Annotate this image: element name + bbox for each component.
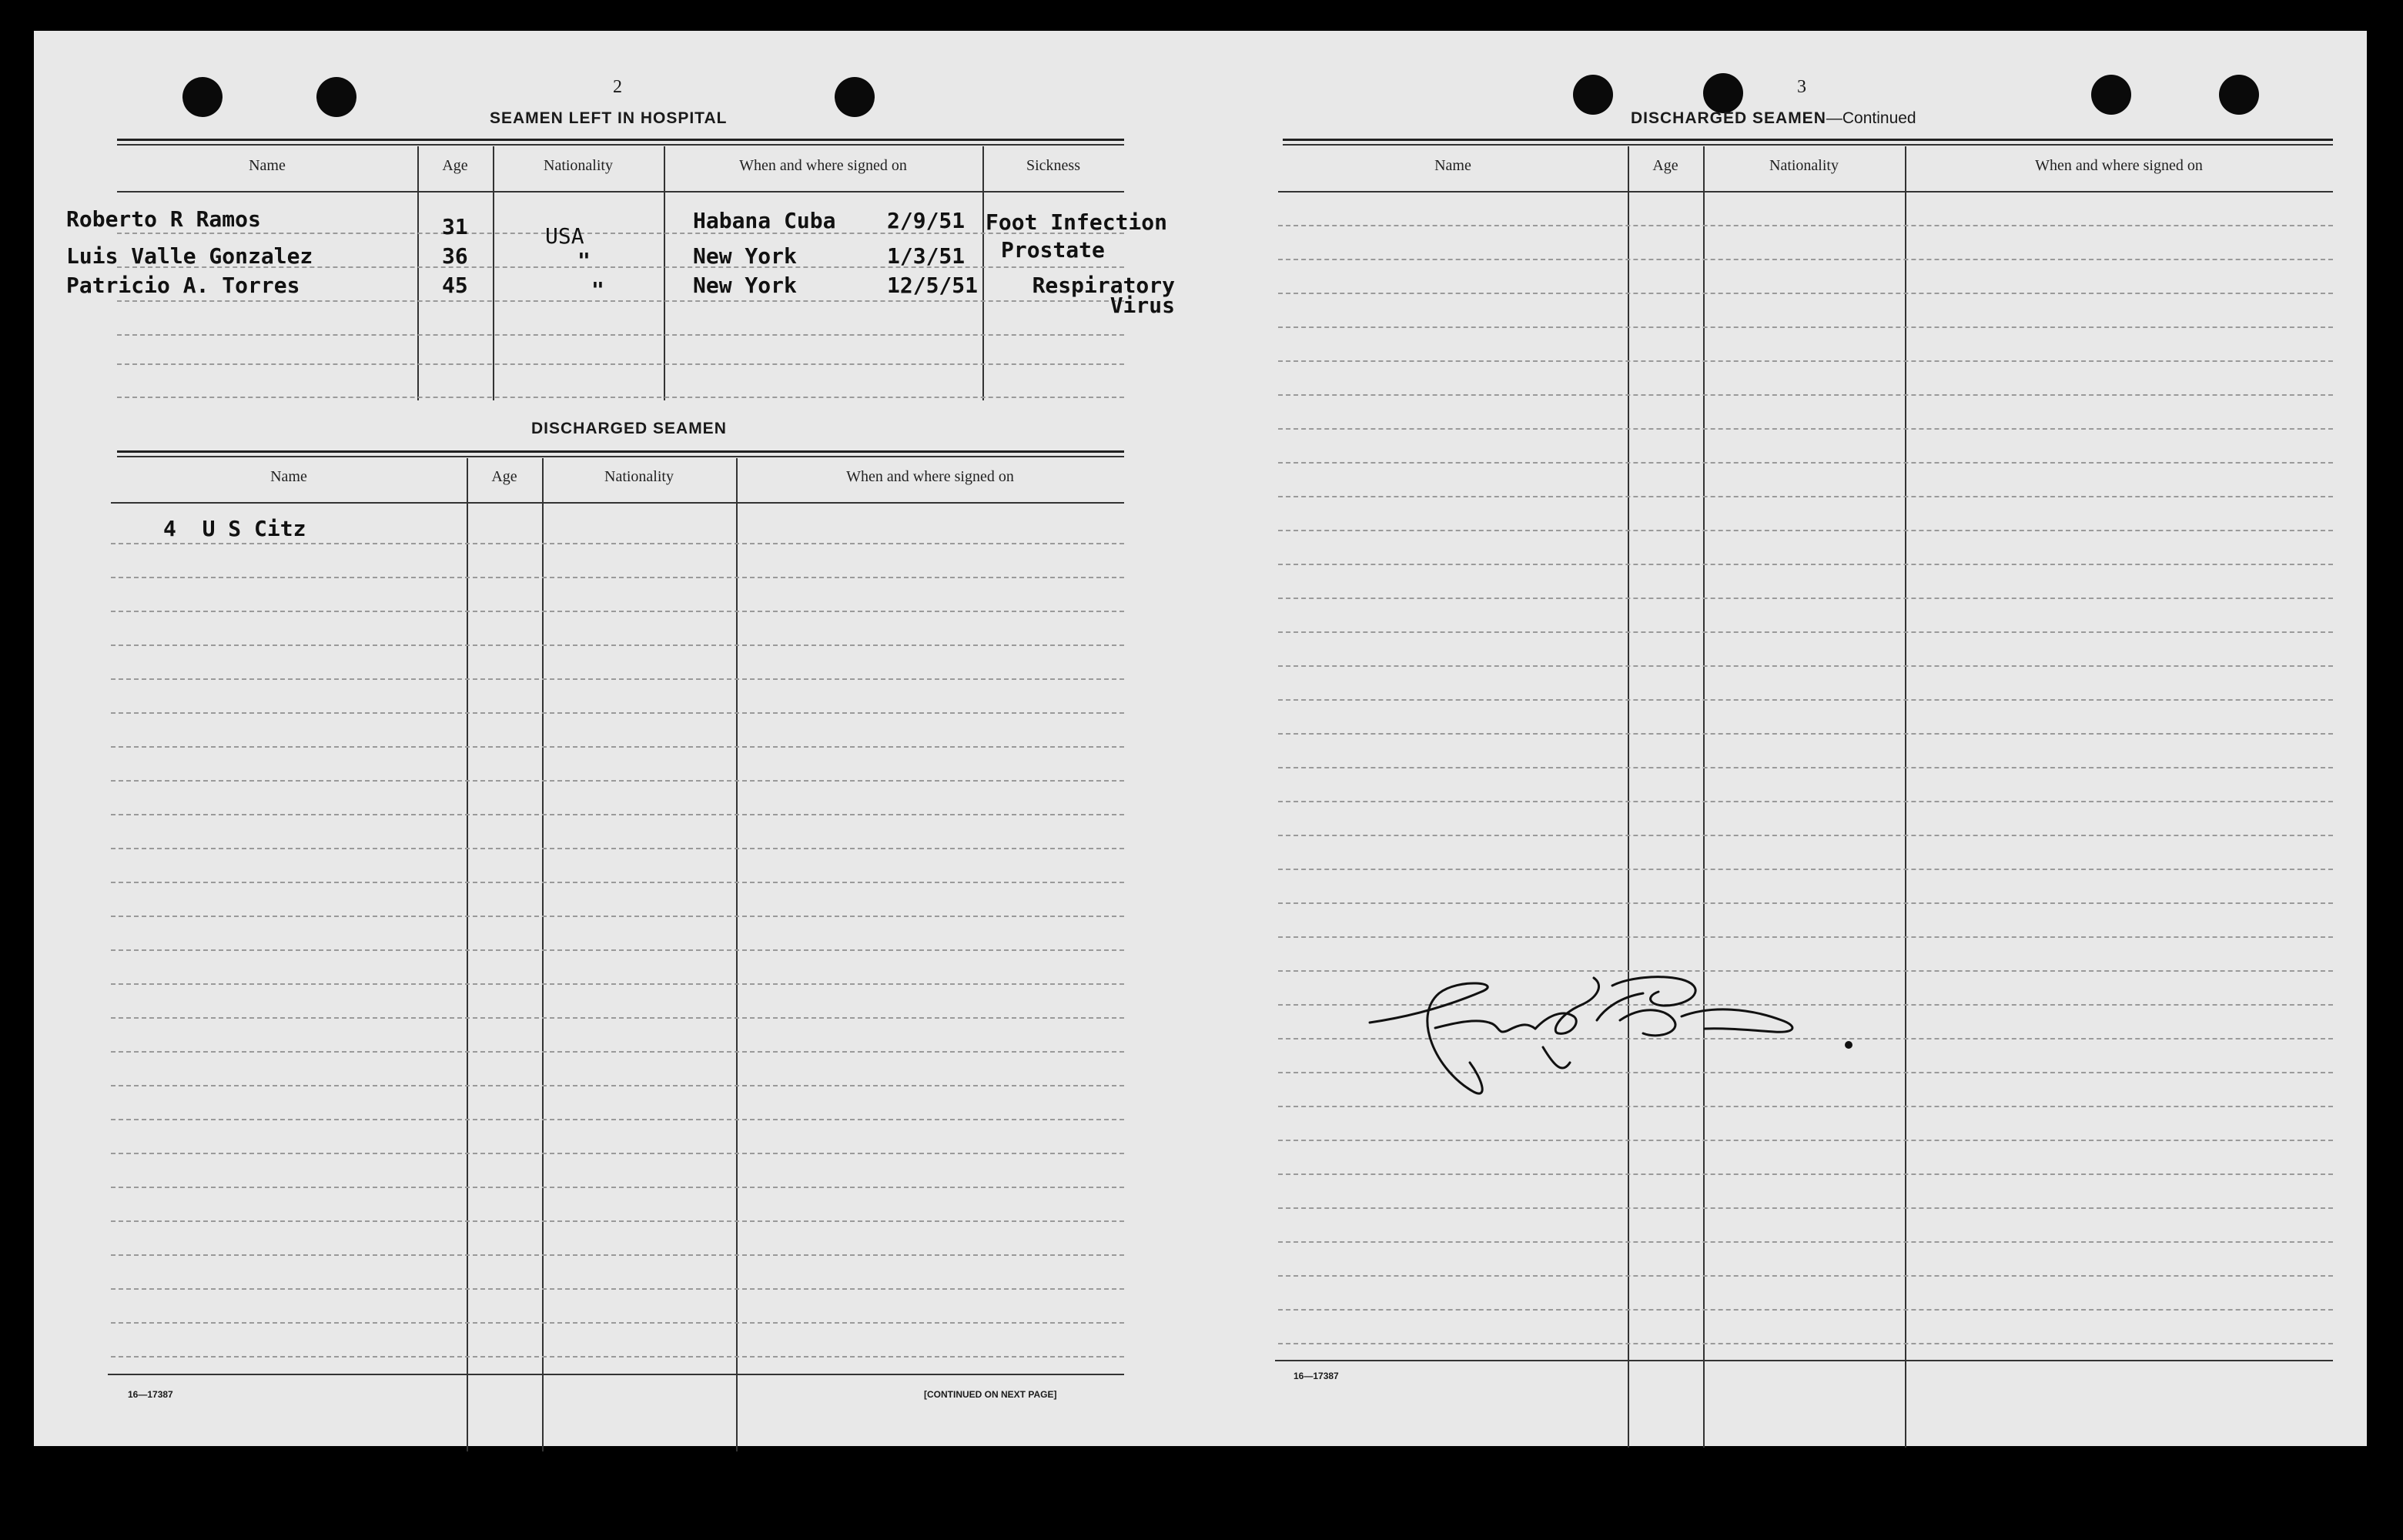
row-rule (111, 882, 1124, 883)
row-rule (111, 1085, 1124, 1086)
row-rule (1278, 598, 2333, 599)
row-rule (1278, 496, 2333, 497)
col-divider (736, 458, 738, 1451)
row-rule (1278, 733, 2333, 735)
row-rule (1278, 326, 2333, 328)
right-col-signed-on: When and where signed on (2035, 157, 2203, 174)
discharged-bottom-rule (108, 1374, 1124, 1375)
row-rule (111, 644, 1124, 646)
hospital-row-1-name: Roberto R Ramos (66, 206, 261, 232)
row-rule (111, 1254, 1124, 1256)
hospital-row-3-sickness: Respiratory Virus (1032, 273, 1175, 318)
row-rule (111, 1051, 1124, 1053)
row-rule (111, 983, 1124, 985)
row-rule (111, 611, 1124, 612)
hospital-row-1-date: 2/9/51 (887, 208, 966, 233)
continued-note: [CONTINUED ON NEXT PAGE] (924, 1389, 1057, 1400)
hospital-section-title: SEAMEN LEFT IN HOSPITAL (490, 109, 728, 127)
row-rule (111, 1356, 1124, 1358)
row-rule (1278, 394, 2333, 396)
col-divider (1905, 146, 1906, 1448)
row-rule (111, 543, 1124, 544)
row-rule (1278, 1343, 2333, 1344)
punch-hole-icon (2219, 75, 2259, 115)
row-rule (111, 916, 1124, 917)
row-rule (1278, 1241, 2333, 1243)
punch-hole-icon (835, 77, 875, 117)
row-rule (1278, 767, 2333, 768)
row-rule (1278, 869, 2333, 870)
continued-suffix: —Continued (1826, 109, 1916, 127)
row-rule (1278, 1173, 2333, 1175)
row-rule (1278, 1140, 2333, 1141)
row-rule (1278, 462, 2333, 464)
hospital-row-2-name: Luis Valle Gonzalez (66, 243, 313, 269)
hospital-col-nationality: Nationality (544, 157, 613, 174)
row-rule (1278, 225, 2333, 226)
row-rule (1278, 1309, 2333, 1311)
discharged-continued-title (1631, 109, 1916, 128)
col-divider (467, 458, 468, 1451)
hospital-row-2-age: 36 (442, 243, 468, 269)
row-rule (117, 334, 1124, 336)
discharged-col-name: Name (270, 468, 307, 485)
discharged-col-age: Age (491, 468, 517, 485)
row-rule (1278, 293, 2333, 294)
hospital-row-1-nationality: USA (545, 223, 584, 249)
col-divider (1628, 146, 1629, 1448)
hospital-row-2-date: 1/3/51 (887, 243, 966, 269)
row-rule (111, 1187, 1124, 1188)
row-rule (117, 300, 1124, 302)
row-rule (111, 814, 1124, 815)
row-rule (111, 1153, 1124, 1154)
discharged-entry: 4 U S Citz (163, 516, 306, 541)
discharged-continued-title-text: DISCHARGED SEAMEN (1631, 109, 1826, 127)
right-header-rule (1278, 191, 2333, 192)
row-rule (1278, 1275, 2333, 1277)
col-divider (493, 146, 494, 400)
handwritten-signature-icon (1366, 932, 1889, 1116)
punch-hole-icon (316, 77, 356, 117)
hospital-header-rule (117, 191, 1124, 192)
row-rule (111, 678, 1124, 680)
hospital-col-sickness: Sickness (1026, 157, 1080, 174)
row-rule (1278, 530, 2333, 531)
row-rule (1278, 259, 2333, 260)
form-number-left: 16—17387 (128, 1389, 173, 1400)
row-rule (1278, 699, 2333, 701)
hospital-table-top-rule (117, 139, 1124, 141)
page-number-left: 2 (613, 77, 622, 97)
right-col-name: Name (1434, 157, 1471, 174)
punch-hole-icon (182, 77, 223, 117)
punch-hole-icon (2091, 75, 2131, 115)
discharged-col-nationality: Nationality (604, 468, 674, 485)
document-sheet (34, 31, 2367, 1446)
row-rule (1278, 665, 2333, 667)
hospital-row-3-age: 45 (442, 273, 468, 298)
row-rule (111, 577, 1124, 578)
col-divider (664, 146, 665, 400)
hospital-row-3-name: Patricio A. Torres (66, 273, 300, 298)
discharged-col-signed-on: When and where signed on (846, 468, 1014, 485)
row-rule (1278, 1207, 2333, 1209)
row-rule (111, 949, 1124, 951)
row-rule (1278, 564, 2333, 565)
punch-hole-icon (1573, 75, 1613, 115)
row-rule (111, 780, 1124, 782)
row-rule (111, 1288, 1124, 1290)
hospital-row-2-sickness: Prostate (1001, 237, 1105, 263)
right-col-age: Age (1652, 157, 1678, 174)
hospital-col-age: Age (442, 157, 468, 174)
row-rule (111, 1220, 1124, 1222)
row-rule (1278, 631, 2333, 633)
right-table-top-rule (1283, 139, 2333, 141)
row-rule (111, 1017, 1124, 1019)
row-rule (1278, 801, 2333, 802)
punch-hole-icon (1703, 73, 1743, 113)
hospital-row-2-place: New York (693, 243, 797, 269)
hospital-row-3-date: 12/5/51 (887, 273, 979, 298)
discharged-section-title: DISCHARGED SEAMEN (531, 420, 727, 437)
col-divider (982, 146, 984, 400)
row-rule (1278, 428, 2333, 430)
hospital-col-name: Name (249, 157, 286, 174)
hospital-row-1-place: Habana Cuba (693, 208, 836, 233)
row-rule (111, 848, 1124, 849)
discharged-header-rule (111, 502, 1124, 504)
row-rule (117, 397, 1124, 398)
row-rule (1278, 902, 2333, 904)
row-rule (1278, 835, 2333, 836)
hospital-row-3-place: New York (693, 273, 797, 298)
row-rule (117, 233, 1124, 234)
row-rule (111, 712, 1124, 714)
hospital-row-3-nationality: " (591, 277, 604, 303)
row-rule (111, 746, 1124, 748)
row-rule (111, 1322, 1124, 1324)
col-divider (1703, 146, 1705, 1448)
discharged-table-top-rule (117, 450, 1124, 453)
hospital-col-signed-on: When and where signed on (739, 157, 907, 174)
hospital-row-1-sickness: Foot Infection (986, 209, 1168, 235)
col-divider (542, 458, 544, 1451)
col-divider (417, 146, 419, 400)
row-rule (1278, 360, 2333, 362)
form-number-right: 16—17387 (1294, 1371, 1339, 1381)
page-number-right: 3 (1797, 77, 1806, 97)
hospital-row-2-nationality: " (577, 248, 591, 273)
right-col-nationality: Nationality (1769, 157, 1839, 174)
hospital-row-1-age: 31 (442, 214, 468, 239)
row-rule (111, 1119, 1124, 1120)
row-rule (117, 363, 1124, 365)
right-bottom-rule (1275, 1360, 2333, 1361)
